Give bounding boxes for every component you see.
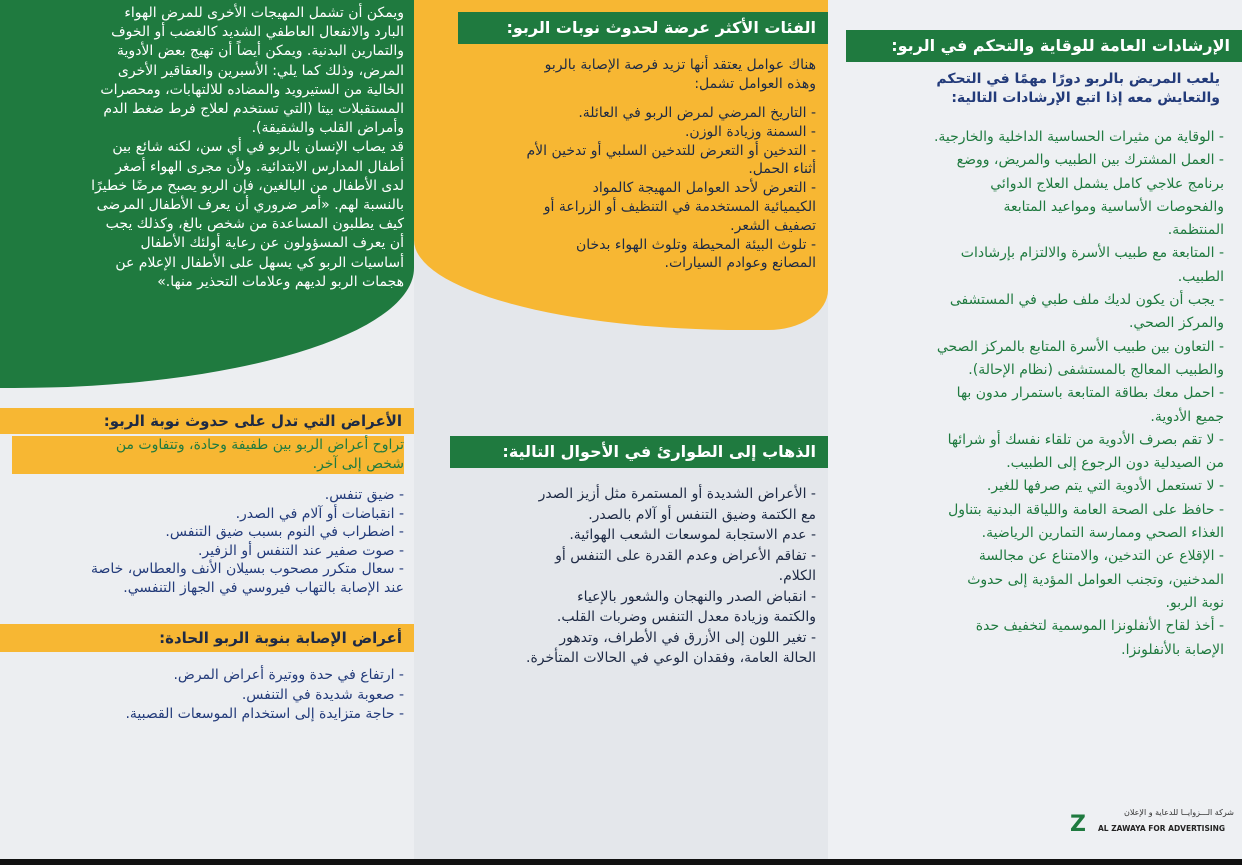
- emergency-list: [444, 484, 816, 669]
- acute-list: [12, 666, 404, 725]
- guidelines-title: الإرشادات العامة للوقاية والتحكم في الربو:: [846, 30, 1242, 62]
- text-line: يلعب المريض بالربو دورًا مهمًا في التحكم: [936, 71, 1220, 87]
- text-line: - تغير اللون إلى الأزرق في الأطراف، وتدهور: [559, 629, 816, 646]
- text-line: - تلوث البيئة المحيطة وتلوث الهواء بدخان: [576, 236, 816, 253]
- risk-groups-title: الفئات الأكثر عرضة لحدوث نوبات الربو:: [458, 12, 828, 44]
- text-line: - عدم الاستجابة لموسعات الشعب الهوائية.: [569, 527, 816, 543]
- text-line: - ضيق تنفس.: [324, 487, 404, 503]
- guidelines-list: [850, 126, 1224, 662]
- risk-groups-intro: [428, 56, 816, 93]
- text-line: - لا تقم بصرف الأدوية من تلقاء نفسك أو شرائها: [947, 431, 1224, 448]
- text-line: والتمارين البدنية. ويمكن أيضاً أن تهيج بعض الأدوية: [117, 43, 404, 60]
- text-line: أثناء الحمل.: [748, 161, 816, 178]
- text-line: - احمل معك بطاقة المتابعة باستمرار مدون بها: [956, 385, 1224, 402]
- logo-english-text: AL ZAWAYA FOR ADVERTISING: [1098, 824, 1226, 833]
- text-line: - العمل المشترك بين الطبيب والمريض، ووضع: [956, 152, 1224, 169]
- text-line: - حافظ على الصحة العامة واللياقة البدنية بتناول: [948, 501, 1224, 518]
- text-line: - التدخين أو التعرض للتدخين السلبي أو تدخين الأم: [526, 142, 816, 159]
- text-line: - التعاون بين طبيب الأسرة المتابع بالمركز الصحي: [936, 338, 1224, 355]
- text-line: - اضطراب في النوم بسبب ضيق التنفس.: [165, 524, 404, 540]
- text-line: والطبيب المعالج بالمستشفى (نظام الإحالة).: [968, 361, 1224, 378]
- text-line: - الأعراض الشديدة أو المستمرة مثل أزيز الصدر: [538, 486, 816, 502]
- text-line: الخالية من الستيرويد والمضاده للالتهابات، ومحصرات: [100, 81, 404, 98]
- text-line: مع الكتمة وضيق التنفس أو آلام بالصدر.: [588, 506, 816, 523]
- text-line: - المتابعة مع طبيب الأسرة والالتزام بإرشادات: [960, 245, 1224, 262]
- text-line: من الصيدلية دون الرجوع إلى الطبيب.: [1006, 455, 1224, 472]
- acute-title: أعراض الإصابة بنوبة الربو الحادة:: [0, 624, 414, 652]
- text-line: أن يعرف المسؤولون عن رعاية أولئك الأطفال: [140, 235, 404, 252]
- text-line: هناك عوامل يعتقد أنها تزيد فرصة الإصابة بالربو: [544, 57, 816, 73]
- text-line: هجمات الربو لديهم وعلامات التحذير منها.»: [157, 273, 404, 290]
- logo-arabic-text: شركة الـــزوايــا للدعاية و الإعلان: [1123, 808, 1234, 817]
- text-line: - صعوبة شديدة في التنفس.: [241, 686, 404, 703]
- text-line: والفحوصات الأساسية ومواعيد المتابعة: [1003, 198, 1224, 215]
- text-line: الإصابة بالأنفلونزا.: [1121, 641, 1224, 658]
- text-line: أطفال المدارس الابتدائية. ولأن مجرى الهواء أصغر: [115, 158, 404, 175]
- text-line: المنتظمة.: [1167, 222, 1224, 239]
- text-line: قد يصاب الإنسان بالربو في أي سن، لكنه شائع بين: [112, 139, 404, 156]
- text-line: المصانع وعوادم السيارات.: [664, 255, 816, 272]
- text-line: - انقباضات أو آلام في الصدر.: [235, 505, 404, 522]
- text-line: عند الإصابة بالتهاب فيروسي في الجهاز التنفسي.: [123, 579, 404, 596]
- text-line: بالنسبة لهم. «أمر ضروري أن يعرف الأطفال المرضى: [96, 197, 404, 214]
- text-line: - الإقلاع عن التدخين، والامتناع عن مجالسة: [978, 548, 1224, 565]
- text-line: - تفاقم الأعراض وعدم القدرة على التنفس أو: [555, 547, 816, 564]
- text-line: نوبة الربو.: [1165, 594, 1224, 611]
- text-line: كيف يطلبون المساعدة من شخص بالغ، وكذلك يجب: [105, 216, 404, 233]
- text-line: وهذه العوامل تشمل:: [694, 75, 816, 92]
- text-line: برنامج علاجي كامل يشمل العلاج الدوائي: [990, 175, 1224, 192]
- text-line: - صوت صفير عند التنفس أو الزفير.: [197, 542, 404, 559]
- text-line: - سعال متكرر مصحوب بسيلان الأنف والعطاس، خاصة: [90, 561, 404, 577]
- text-line: شخص إلى آخر.: [312, 456, 404, 472]
- text-line: - السمنة وزيادة الوزن.: [684, 123, 816, 140]
- text-line: المستقبلات بيتا (التي تستخدم لعلاج فرط ضغط الدم: [103, 101, 404, 118]
- logo-mark-icon: Z: [1070, 812, 1086, 837]
- symptoms-title: الأعراض التي تدل على حدوث نوبة الربو:: [0, 408, 414, 434]
- text-line: تصفيف الشعر.: [730, 217, 816, 234]
- text-line: - يجب أن يكون لديك ملف طبي في المستشفى: [949, 292, 1224, 309]
- text-line: - أخذ لقاح الأنفلونزا الموسمية لتخفيف حدة: [975, 618, 1224, 635]
- text-line: الكلام.: [778, 568, 816, 584]
- text-line: ويمكن أن تشمل المهيجات الأخرى للمرض الهواء: [124, 5, 404, 21]
- text-line: - انقباض الصدر والنهجان والشعور بالإعياء: [577, 588, 816, 605]
- text-line: الغذاء الصحي وممارسة التمارين الرياضية.: [981, 525, 1224, 542]
- text-line: والمركز الصحي.: [1128, 315, 1224, 332]
- text-line: الكيميائية المستخدمة في التنظيف أو الزراعة أو: [543, 198, 816, 215]
- text-line: - التعرض لأحد العوامل المهيجة كالمواد: [592, 180, 816, 197]
- text-line: الحالة العامة، وفقدان الوعي في الحالات المتأخرة.: [526, 650, 816, 666]
- guidelines-intro: [880, 70, 1220, 107]
- text-line: المدخنين، وتجنب العوامل المؤدية إلى حدوث: [967, 571, 1224, 588]
- text-line: والكتمة وزيادة معدل التنفس وضربات القلب.: [556, 609, 816, 625]
- text-line: لدى الأطفال من البالغين، فإن الربو يصبح مرضًا خطيرًا: [91, 177, 404, 194]
- text-line: تراوح أعراض الربو بين طفيفة وحادة، وتتفاوت من: [115, 437, 404, 453]
- emergency-title: الذهاب إلى الطوارئ في الأحوال التالية:: [450, 436, 828, 468]
- text-line: والتعايش معه إذا اتبع الإرشادات التالية:: [951, 89, 1220, 106]
- text-line: وأمراض القلب والشقيقة).: [251, 120, 404, 137]
- text-line: جميع الأدوية.: [1150, 408, 1224, 425]
- company-logo: [1070, 806, 1235, 842]
- text-line: الطبيب.: [1177, 268, 1224, 285]
- text-line: أساسيات الربو كي يسهل على الأطفال الإعلام عن: [115, 254, 404, 271]
- text-line: - الوقاية من مثيرات الحساسية الداخلية والخارجية.: [933, 129, 1224, 145]
- symptoms-list: [12, 486, 404, 597]
- bottom-border: [0, 859, 1242, 865]
- text-line: المرض، وذلك كما يلي: الأسبرين والعقاقير الأخرى: [117, 62, 404, 79]
- text-line: البارد والانفعال العاطفي الشديد كالغضب أو الخوف: [111, 24, 404, 41]
- text-line: - حاجة متزايدة إلى استخدام الموسعات القصبية.: [125, 706, 404, 722]
- left-green-text: [12, 4, 404, 292]
- symptoms-intro: [12, 436, 404, 474]
- text-line: - التاريخ المرضي لمرض الربو في العائلة.: [578, 105, 816, 121]
- risk-groups-list: [428, 104, 816, 273]
- text-line: - ارتفاع في حدة ووتيرة أعراض المرض.: [173, 667, 404, 683]
- text-line: - لا تستعمل الأدوية التي يتم صرفها للغير.: [986, 478, 1224, 495]
